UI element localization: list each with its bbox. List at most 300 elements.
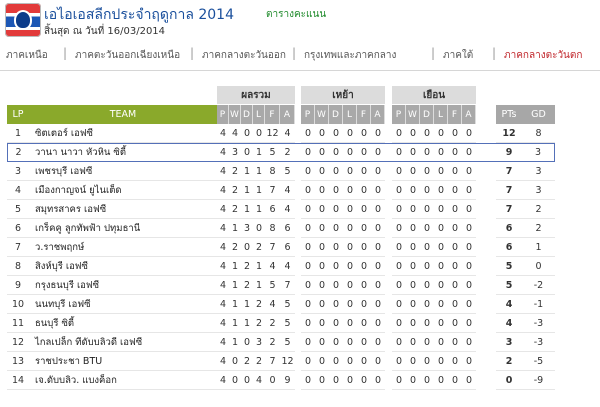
row-points: 5: [496, 276, 522, 295]
row-overall-d: 2: [241, 276, 253, 295]
row-away-f: 0: [448, 276, 462, 295]
row-home-a: 0: [371, 371, 385, 390]
table-row: [7, 295, 555, 314]
row-position: 13: [7, 352, 29, 371]
tab-separator: |: [190, 46, 195, 60]
row-away-w: 0: [406, 276, 420, 295]
column-header-home-f: F: [357, 105, 371, 124]
row-overall-w: 2: [229, 181, 241, 200]
row-team-name: ธนบุรี ซิตี้: [29, 314, 217, 333]
row-away-w: 0: [406, 238, 420, 257]
row-home-l: 0: [343, 143, 357, 162]
row-overall-w: 4: [229, 124, 241, 143]
row-home-p: 0: [301, 143, 315, 162]
page-title: เอไอเอสลีกประจำฤดูกาล 2014: [44, 7, 234, 23]
table-row: [7, 238, 555, 257]
row-away-d: 0: [420, 314, 434, 333]
row-home-d: 0: [329, 143, 343, 162]
row-away-d: 0: [420, 371, 434, 390]
tab-south[interactable]: ภาคใต้: [443, 50, 474, 61]
row-away-l: 0: [434, 371, 448, 390]
row-goal-difference: 0: [522, 257, 555, 276]
row-position: 10: [7, 295, 29, 314]
table-row: [7, 162, 555, 181]
column-header-home-a: A: [371, 105, 385, 124]
row-overall-w: 2: [229, 238, 241, 257]
row-home-d: 0: [329, 181, 343, 200]
row-away-a: 0: [462, 162, 476, 181]
row-away-d: 0: [420, 238, 434, 257]
row-away-a: 0: [462, 333, 476, 352]
row-points: 12: [496, 124, 522, 143]
row-points: 4: [496, 314, 522, 333]
row-gap: [476, 143, 496, 162]
group-header-away: เยือน: [392, 86, 476, 105]
row-position: 8: [7, 257, 29, 276]
row-away-w: 0: [406, 124, 420, 143]
standings-link[interactable]: ตารางคะแนน: [266, 9, 327, 20]
row-home-p: 0: [301, 371, 315, 390]
column-header-overall-w: W: [229, 105, 241, 124]
column-header-overall-l: L: [253, 105, 265, 124]
row-home-p: 0: [301, 333, 315, 352]
row-away-a: 0: [462, 295, 476, 314]
row-overall-f: 7: [265, 181, 280, 200]
row-home-p: 0: [301, 295, 315, 314]
row-home-w: 0: [315, 200, 329, 219]
column-gap: [476, 105, 496, 124]
row-overall-w: 1: [229, 314, 241, 333]
row-home-f: 0: [357, 238, 371, 257]
row-home-p: 0: [301, 352, 315, 371]
row-gap: [385, 124, 392, 143]
column-header-home-d: D: [329, 105, 343, 124]
row-away-p: 0: [392, 314, 406, 333]
row-overall-l: 1: [253, 143, 265, 162]
row-overall-f: 5: [265, 143, 280, 162]
last-updated-date: สิ้นสุด ณ วันที่ 16/03/2014: [44, 26, 166, 37]
row-overall-w: 0: [229, 352, 241, 371]
row-overall-d: 1: [241, 295, 253, 314]
row-home-f: 0: [357, 181, 371, 200]
row-away-d: 0: [420, 333, 434, 352]
row-home-w: 0: [315, 162, 329, 181]
row-home-w: 0: [315, 314, 329, 333]
row-away-w: 0: [406, 371, 420, 390]
row-home-f: 0: [357, 162, 371, 181]
row-home-w: 0: [315, 276, 329, 295]
row-position: 11: [7, 314, 29, 333]
row-overall-f: 6: [265, 200, 280, 219]
column-header-overall-f: F: [265, 105, 280, 124]
table-row: [7, 371, 555, 390]
row-goal-difference: 3: [522, 162, 555, 181]
column-header-team: TEAM: [29, 105, 217, 124]
row-gap: [476, 200, 496, 219]
row-home-f: 0: [357, 200, 371, 219]
table-row: [7, 276, 555, 295]
row-away-d: 0: [420, 352, 434, 371]
row-away-p: 0: [392, 276, 406, 295]
row-overall-a: 2: [280, 143, 295, 162]
row-away-d: 0: [420, 257, 434, 276]
row-team-name: นนทบุรี เอฟซี: [29, 295, 217, 314]
row-away-d: 0: [420, 181, 434, 200]
row-team-name: ราชประชา BTU: [29, 352, 217, 371]
row-away-a: 0: [462, 276, 476, 295]
row-home-l: 0: [343, 200, 357, 219]
tab-separator: |: [292, 46, 297, 60]
row-overall-l: 1: [253, 181, 265, 200]
row-overall-l: 1: [253, 162, 265, 181]
tab-central-east[interactable]: ภาคกลางตะวันออก: [202, 50, 286, 61]
column-header-away-l: L: [434, 105, 448, 124]
row-away-p: 0: [392, 257, 406, 276]
row-home-l: 0: [343, 333, 357, 352]
row-away-p: 0: [392, 238, 406, 257]
table-row: [7, 314, 555, 333]
row-home-d: 0: [329, 257, 343, 276]
row-home-w: 0: [315, 181, 329, 200]
row-team-name: ว.ราชพฤกษ์: [29, 238, 217, 257]
column-header-pts: PTs: [496, 105, 522, 124]
row-home-f: 0: [357, 314, 371, 333]
row-away-a: 0: [462, 219, 476, 238]
row-overall-a: 6: [280, 219, 295, 238]
table-row: [7, 333, 555, 352]
row-away-d: 0: [420, 276, 434, 295]
row-overall-a: 4: [280, 257, 295, 276]
row-home-a: 0: [371, 219, 385, 238]
row-overall-w: 1: [229, 333, 241, 352]
row-team-name: กรุงธนบุรี เอฟซี: [29, 276, 217, 295]
row-gap: [385, 295, 392, 314]
row-away-a: 0: [462, 314, 476, 333]
row-overall-p: 4: [217, 181, 229, 200]
row-home-d: 0: [329, 276, 343, 295]
row-away-l: 0: [434, 162, 448, 181]
row-away-p: 0: [392, 333, 406, 352]
row-overall-f: 4: [265, 295, 280, 314]
row-home-l: 0: [343, 276, 357, 295]
row-overall-l: 2: [253, 238, 265, 257]
row-home-f: 0: [357, 295, 371, 314]
row-home-l: 0: [343, 314, 357, 333]
row-overall-d: 0: [241, 333, 253, 352]
row-gap: [385, 352, 392, 371]
row-gap: [476, 181, 496, 200]
row-overall-w: 2: [229, 162, 241, 181]
row-away-l: 0: [434, 238, 448, 257]
row-gap: [476, 276, 496, 295]
row-position: 14: [7, 371, 29, 390]
row-gap: [476, 352, 496, 371]
row-overall-w: 2: [229, 200, 241, 219]
row-team-name: เพชรบุรี เอฟซี: [29, 162, 217, 181]
row-home-p: 0: [301, 181, 315, 200]
row-home-d: 0: [329, 314, 343, 333]
group-header-overall: ผลรวม: [217, 86, 295, 105]
row-away-w: 0: [406, 333, 420, 352]
row-position: 4: [7, 181, 29, 200]
row-home-p: 0: [301, 238, 315, 257]
row-away-f: 0: [448, 295, 462, 314]
row-goal-difference: 3: [522, 143, 555, 162]
column-header-overall-p: P: [217, 105, 229, 124]
page-header: [0, 0, 600, 40]
row-team-name: เจ.ดับบลิว. แบงค็อก: [29, 371, 217, 390]
row-position: 9: [7, 276, 29, 295]
row-overall-w: 1: [229, 257, 241, 276]
row-overall-p: 4: [217, 352, 229, 371]
row-overall-d: 1: [241, 200, 253, 219]
row-overall-l: 1: [253, 200, 265, 219]
row-overall-a: 5: [280, 333, 295, 352]
row-points: 0: [496, 371, 522, 390]
row-overall-w: 3: [229, 143, 241, 162]
row-overall-d: 0: [241, 238, 253, 257]
row-away-w: 0: [406, 295, 420, 314]
row-goal-difference: -9: [522, 371, 555, 390]
table-row: [7, 219, 555, 238]
row-away-f: 0: [448, 124, 462, 143]
row-overall-p: 4: [217, 143, 229, 162]
row-position: 5: [7, 200, 29, 219]
row-overall-l: 1: [253, 257, 265, 276]
tab-northeast[interactable]: ภาคตะวันออกเฉียงเหนือ: [75, 50, 181, 61]
row-team-name: เกร็คคู ลูกทัพฟ้า ปทุมธานี: [29, 219, 217, 238]
row-goal-difference: -1: [522, 295, 555, 314]
row-home-a: 0: [371, 295, 385, 314]
row-overall-a: 4: [280, 124, 295, 143]
row-away-a: 0: [462, 124, 476, 143]
row-away-f: 0: [448, 352, 462, 371]
row-away-a: 0: [462, 181, 476, 200]
row-away-w: 0: [406, 219, 420, 238]
row-gap: [476, 333, 496, 352]
row-away-p: 0: [392, 295, 406, 314]
row-away-a: 0: [462, 143, 476, 162]
row-overall-p: 4: [217, 162, 229, 181]
row-overall-f: 12: [265, 124, 280, 143]
row-home-d: 0: [329, 162, 343, 181]
row-position: 12: [7, 333, 29, 352]
row-home-a: 0: [371, 257, 385, 276]
row-home-a: 0: [371, 181, 385, 200]
row-home-d: 0: [329, 238, 343, 257]
row-away-a: 0: [462, 352, 476, 371]
row-overall-d: 1: [241, 314, 253, 333]
row-gap: [385, 200, 392, 219]
row-team-name: ไกลเปล็ก ทีดับบลิวดี เอฟซี: [29, 333, 217, 352]
row-points: 3: [496, 333, 522, 352]
row-home-a: 0: [371, 143, 385, 162]
row-goal-difference: 2: [522, 200, 555, 219]
row-home-l: 0: [343, 295, 357, 314]
tab-bangkok-central[interactable]: กรุงเทพและภาคกลาง: [304, 50, 397, 61]
row-goal-difference: -5: [522, 352, 555, 371]
row-team-name: สิงห์บุรี เอฟซี: [29, 257, 217, 276]
row-home-w: 0: [315, 238, 329, 257]
column-header-overall-a: A: [280, 105, 295, 124]
row-away-p: 0: [392, 162, 406, 181]
row-away-p: 0: [392, 219, 406, 238]
row-home-d: 0: [329, 333, 343, 352]
row-home-f: 0: [357, 371, 371, 390]
row-overall-f: 7: [265, 238, 280, 257]
row-home-d: 0: [329, 219, 343, 238]
row-home-l: 0: [343, 238, 357, 257]
row-away-f: 0: [448, 333, 462, 352]
row-points: 7: [496, 200, 522, 219]
row-away-f: 0: [448, 257, 462, 276]
row-home-p: 0: [301, 219, 315, 238]
row-away-a: 0: [462, 238, 476, 257]
row-overall-l: 2: [253, 295, 265, 314]
row-away-w: 0: [406, 314, 420, 333]
row-overall-f: 8: [265, 219, 280, 238]
row-away-l: 0: [434, 276, 448, 295]
row-home-f: 0: [357, 352, 371, 371]
row-overall-d: 1: [241, 162, 253, 181]
row-overall-f: 2: [265, 314, 280, 333]
row-overall-d: 0: [241, 371, 253, 390]
row-overall-d: 2: [241, 352, 253, 371]
row-overall-d: 2: [241, 257, 253, 276]
row-points: 7: [496, 162, 522, 181]
row-gap: [385, 276, 392, 295]
row-goal-difference: 3: [522, 181, 555, 200]
row-goal-difference: 2: [522, 219, 555, 238]
league-logo-icon: [5, 3, 41, 37]
row-gap: [476, 295, 496, 314]
row-away-p: 0: [392, 352, 406, 371]
row-points: 7: [496, 181, 522, 200]
column-header-overall-d: D: [241, 105, 253, 124]
row-gap: [476, 371, 496, 390]
column-header-gd: GD: [522, 105, 555, 124]
row-home-a: 0: [371, 333, 385, 352]
row-away-l: 0: [434, 181, 448, 200]
row-home-l: 0: [343, 371, 357, 390]
table-row: [7, 181, 555, 200]
row-overall-a: 6: [280, 238, 295, 257]
row-away-l: 0: [434, 333, 448, 352]
row-away-f: 0: [448, 162, 462, 181]
row-gap: [385, 238, 392, 257]
row-home-d: 0: [329, 295, 343, 314]
row-away-a: 0: [462, 200, 476, 219]
row-gap: [385, 143, 392, 162]
row-home-w: 0: [315, 124, 329, 143]
tab-north[interactable]: ภาคเหนือ: [6, 50, 48, 61]
row-overall-d: 0: [241, 143, 253, 162]
row-gap: [385, 257, 392, 276]
row-overall-w: 1: [229, 276, 241, 295]
row-overall-p: 4: [217, 314, 229, 333]
row-overall-p: 4: [217, 238, 229, 257]
row-gap: [385, 314, 392, 333]
row-home-a: 0: [371, 276, 385, 295]
row-overall-l: 0: [253, 124, 265, 143]
row-overall-d: 0: [241, 124, 253, 143]
row-home-p: 0: [301, 276, 315, 295]
row-away-d: 0: [420, 200, 434, 219]
row-away-w: 0: [406, 352, 420, 371]
row-gap: [385, 181, 392, 200]
row-overall-l: 2: [253, 314, 265, 333]
row-gap: [476, 219, 496, 238]
row-home-p: 0: [301, 162, 315, 181]
row-overall-l: 2: [253, 352, 265, 371]
row-home-f: 0: [357, 257, 371, 276]
tab-central-west[interactable]: ภาคกลางตะวันตก: [504, 50, 583, 61]
row-overall-p: 4: [217, 295, 229, 314]
row-away-l: 0: [434, 124, 448, 143]
row-away-d: 0: [420, 219, 434, 238]
row-gap: [476, 124, 496, 143]
row-away-d: 0: [420, 162, 434, 181]
row-away-w: 0: [406, 200, 420, 219]
row-home-d: 0: [329, 371, 343, 390]
row-home-d: 0: [329, 200, 343, 219]
row-home-l: 0: [343, 124, 357, 143]
row-gap: [385, 162, 392, 181]
row-overall-a: 4: [280, 200, 295, 219]
row-gap: [476, 238, 496, 257]
column-header-away-f: F: [448, 105, 462, 124]
row-home-w: 0: [315, 352, 329, 371]
table-row: [7, 143, 555, 162]
column-gap: [385, 105, 392, 124]
row-overall-p: 4: [217, 276, 229, 295]
row-home-f: 0: [357, 333, 371, 352]
row-gap: [385, 333, 392, 352]
row-gap: [476, 257, 496, 276]
row-overall-d: 3: [241, 219, 253, 238]
row-home-w: 0: [315, 371, 329, 390]
row-overall-a: 5: [280, 314, 295, 333]
row-overall-l: 3: [253, 333, 265, 352]
row-home-w: 0: [315, 143, 329, 162]
column-header-away-w: W: [406, 105, 420, 124]
row-overall-a: 7: [280, 276, 295, 295]
row-overall-p: 4: [217, 257, 229, 276]
row-overall-f: 7: [265, 352, 280, 371]
row-home-f: 0: [357, 124, 371, 143]
row-points: 2: [496, 352, 522, 371]
row-away-f: 0: [448, 181, 462, 200]
row-goal-difference: -2: [522, 276, 555, 295]
row-away-f: 0: [448, 143, 462, 162]
row-overall-w: 0: [229, 371, 241, 390]
row-away-w: 0: [406, 162, 420, 181]
row-away-a: 0: [462, 257, 476, 276]
column-header-home-l: L: [343, 105, 357, 124]
row-position: 7: [7, 238, 29, 257]
row-away-l: 0: [434, 257, 448, 276]
row-home-d: 0: [329, 352, 343, 371]
row-home-a: 0: [371, 352, 385, 371]
row-overall-a: 9: [280, 371, 295, 390]
row-overall-f: 5: [265, 276, 280, 295]
row-points: 4: [496, 295, 522, 314]
row-home-a: 0: [371, 238, 385, 257]
row-overall-d: 1: [241, 181, 253, 200]
table-row: [7, 257, 555, 276]
row-team-name: สมุทรสาคร เอฟซี: [29, 200, 217, 219]
row-overall-l: 4: [253, 371, 265, 390]
